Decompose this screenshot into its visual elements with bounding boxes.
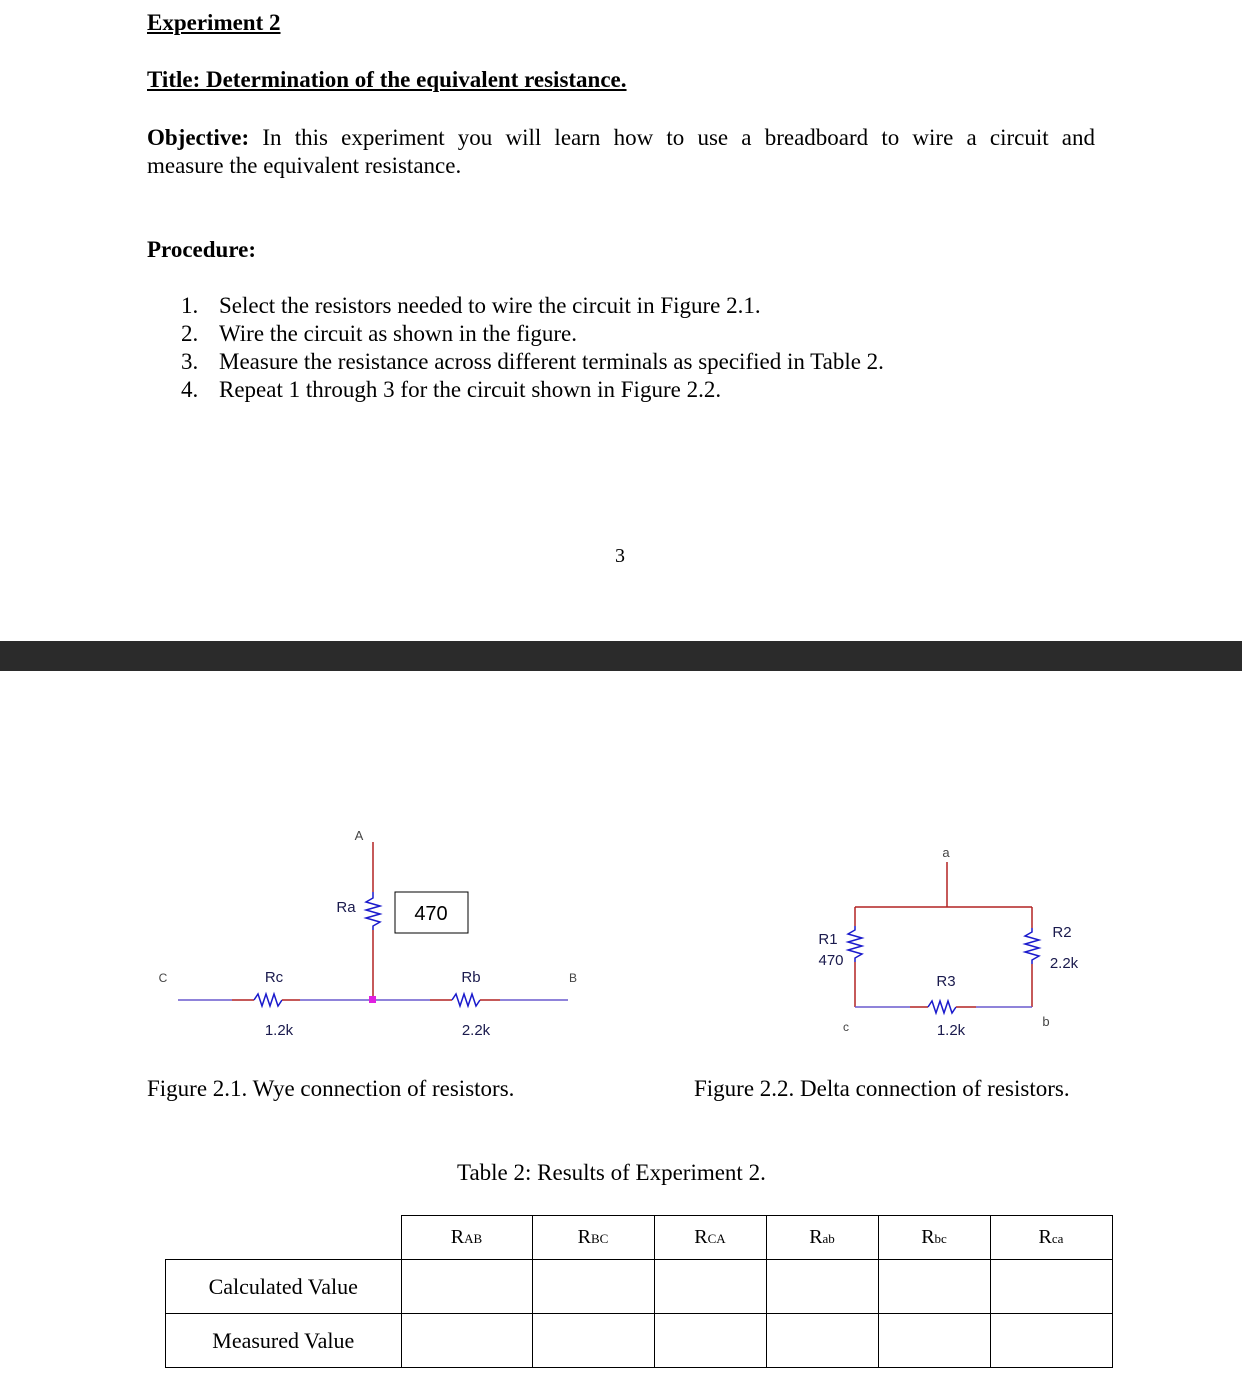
step-number: 4.: [181, 377, 199, 402]
column-header: RAB: [401, 1216, 532, 1260]
table-cell[interactable]: [532, 1260, 654, 1314]
column-header: RCA: [654, 1216, 766, 1260]
delta-circuit-diagram: [800, 840, 1100, 1050]
node-b-label: B: [568, 971, 578, 985]
r2-label: R2: [1052, 924, 1072, 941]
wye-circuit-diagram: [0, 820, 620, 1050]
node-a-label: a: [942, 845, 950, 860]
junction-node: [369, 996, 376, 1003]
figure-2-1-caption: Figure 2.1. Wye connection of resistors.: [147, 1076, 515, 1101]
r1-label: R1: [818, 931, 838, 948]
experiment-title: Title: Determination of the equivalent resistance.: [147, 67, 627, 92]
step-number: 2.: [181, 321, 199, 346]
step-text: Wire the circuit as shown in the figure.: [219, 321, 578, 346]
table-row: [166, 1260, 1113, 1314]
table-cell[interactable]: [532, 1314, 654, 1368]
step-text: Measure the resistance across different terminals as specified in Table 2.: [219, 349, 884, 374]
page-number: 3: [615, 545, 625, 567]
objective-label: Objective:: [147, 125, 250, 150]
procedure-step-4: [181, 376, 722, 404]
node-c-label: c: [843, 1020, 849, 1034]
table-cell[interactable]: [401, 1260, 532, 1314]
results-table: [165, 1215, 1113, 1368]
resistor-ra-symbol: [366, 892, 380, 930]
table-caption: Table 2: Results of Experiment 2.: [457, 1160, 766, 1185]
objective-text-2: measure the equivalent resistance.: [147, 153, 462, 178]
table-header-row: [166, 1216, 1113, 1260]
table-cell[interactable]: [401, 1314, 532, 1368]
page-separator: [0, 641, 1242, 671]
resistor-r3-symbol: [928, 1001, 956, 1013]
table-cell[interactable]: [990, 1314, 1112, 1368]
figure-2-2-caption: Figure 2.2. Delta connection of resistors.: [694, 1076, 1070, 1101]
procedure-label: Procedure:: [147, 237, 257, 262]
row-label: Measured Value: [166, 1314, 402, 1368]
procedure-step-2: [181, 320, 578, 348]
table-cell[interactable]: [766, 1260, 878, 1314]
r3-value: 1.2k: [936, 1022, 966, 1039]
table-cell[interactable]: [878, 1314, 990, 1368]
table-row: [166, 1314, 1113, 1368]
r2-value: 2.2k: [1049, 955, 1079, 972]
node-b-label: b: [1042, 1014, 1050, 1029]
resistor-rc-symbol: [254, 994, 282, 1006]
node-c-label: C: [158, 971, 168, 985]
rb-label: Rb: [461, 969, 481, 986]
procedure-step-1: [181, 292, 761, 320]
step-text: Select the resistors needed to wire the circuit in Figure 2.1.: [219, 293, 761, 318]
experiment-heading: Experiment 2: [147, 10, 281, 35]
step-number: 3.: [181, 349, 199, 374]
resistor-r2-symbol: [1025, 928, 1039, 964]
table-corner: [166, 1216, 402, 1260]
table-cell[interactable]: [654, 1260, 766, 1314]
rc-value: 1.2k: [264, 1022, 294, 1039]
table-cell[interactable]: [990, 1260, 1112, 1314]
column-header: Rca: [990, 1216, 1112, 1260]
column-header: Rab: [766, 1216, 878, 1260]
step-number: 1.: [181, 293, 199, 318]
procedure-step-3: [181, 348, 884, 376]
ra-value: 470: [414, 903, 448, 925]
rc-label: Rc: [264, 969, 284, 986]
column-header: RBC: [532, 1216, 654, 1260]
column-header: Rbc: [878, 1216, 990, 1260]
ra-label: Ra: [336, 899, 356, 916]
node-a-label: A: [354, 828, 364, 843]
step-text: Repeat 1 through 3 for the circuit shown in Figure 2.2.: [219, 377, 722, 402]
table-cell[interactable]: [766, 1314, 878, 1368]
table-cell[interactable]: [654, 1314, 766, 1368]
objective-text-1: In this experiment you will learn how to use a breadboard to wire a circuit and: [262, 125, 1095, 150]
row-label: Calculated Value: [166, 1260, 402, 1314]
r1-value: 470: [818, 952, 844, 969]
table-cell[interactable]: [878, 1260, 990, 1314]
r3-label: R3: [936, 973, 956, 990]
rb-value: 2.2k: [461, 1022, 491, 1039]
resistor-r1-symbol: [848, 926, 862, 962]
resistor-rb-symbol: [452, 994, 480, 1006]
objective-line-1: [147, 124, 1095, 152]
